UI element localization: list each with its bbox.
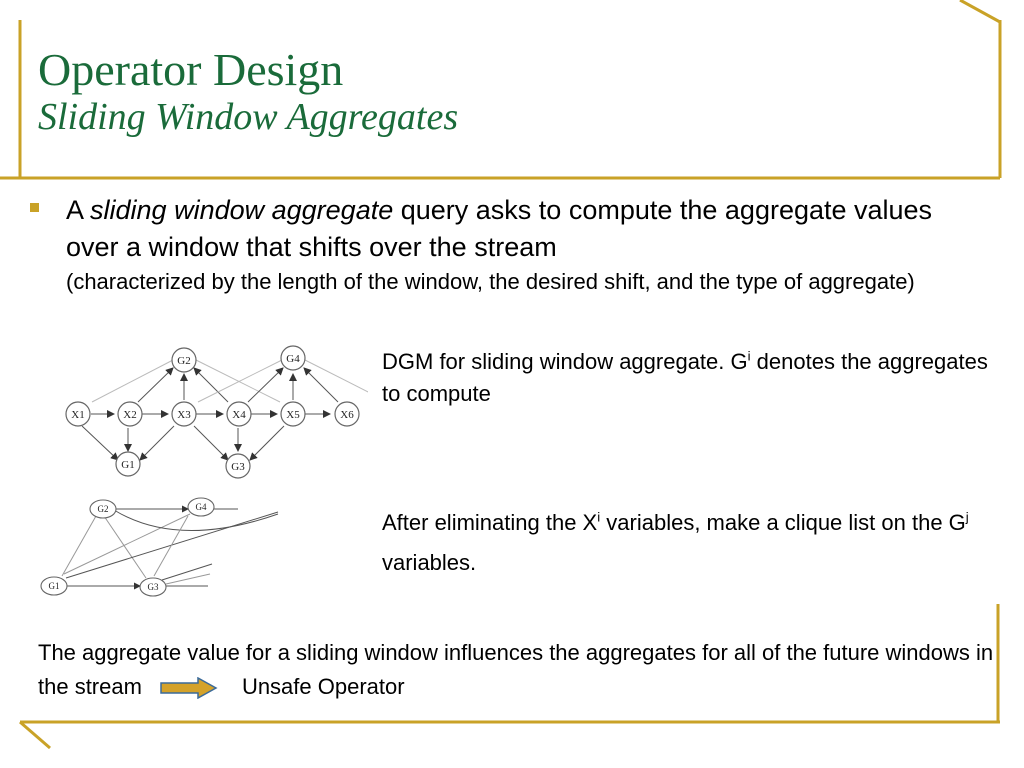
caption2-sup2: j: [965, 509, 969, 525]
dgm-label: X4: [232, 409, 246, 421]
caption1-text2: denotes the aggregates to compute: [382, 349, 988, 406]
dgm-label: X5: [286, 409, 300, 421]
caption2-part3: variables.: [382, 550, 477, 575]
dgm-label: G4: [286, 353, 300, 365]
right-arrow-icon: [160, 677, 218, 699]
title-main: Operator Design: [38, 44, 344, 95]
dgm-diagram: [58, 338, 368, 484]
caption2-part1: After eliminating the X: [382, 510, 598, 535]
dgm-caption: [382, 346, 1002, 410]
bullet-item: [30, 192, 970, 298]
dgm-label: G3: [231, 461, 245, 473]
dgm-label: G2: [177, 355, 191, 367]
dgm-label: X1: [71, 409, 85, 421]
caption1-sup: i: [747, 348, 751, 364]
bullet-rest: query asks to compute the aggregate values over a window that shifts over the stream: [66, 195, 933, 262]
caption2-part2: variables, make a clique list on the G: [600, 510, 966, 535]
caption1-text: DGM for sliding window aggregate. G: [382, 349, 748, 374]
clique-diagram: [38, 494, 288, 606]
bullet-emphasis: sliding window aggregate: [90, 195, 394, 225]
clique-label: G2: [97, 504, 109, 514]
clique-label: G4: [195, 502, 207, 512]
dgm-label: X6: [340, 409, 354, 421]
dgm-label: X3: [177, 409, 191, 421]
conclusion-statement: The aggregate value for a sliding window influences the aggregates for all of the future windows in the stream: [38, 640, 994, 699]
unsafe-operator-label: Unsafe Operator: [241, 674, 405, 699]
bullet-text: [66, 192, 970, 298]
conclusion-text: [38, 636, 998, 704]
caption2-sup1: i: [597, 509, 601, 525]
title-sub: Sliding Window Aggregates: [38, 96, 459, 139]
bullet-prefix: A: [66, 195, 91, 225]
dgm-label: X2: [123, 409, 137, 421]
bullet-parenthetical: (characterized by the length of the window, the desired shift, and the type of aggregate): [66, 269, 915, 294]
clique-label: G3: [147, 582, 159, 592]
clique-caption: [382, 503, 1002, 583]
slide-title: [38, 46, 458, 138]
clique-label: G1: [48, 581, 60, 591]
dgm-label: G1: [121, 459, 135, 471]
bullet-marker: [30, 203, 39, 212]
